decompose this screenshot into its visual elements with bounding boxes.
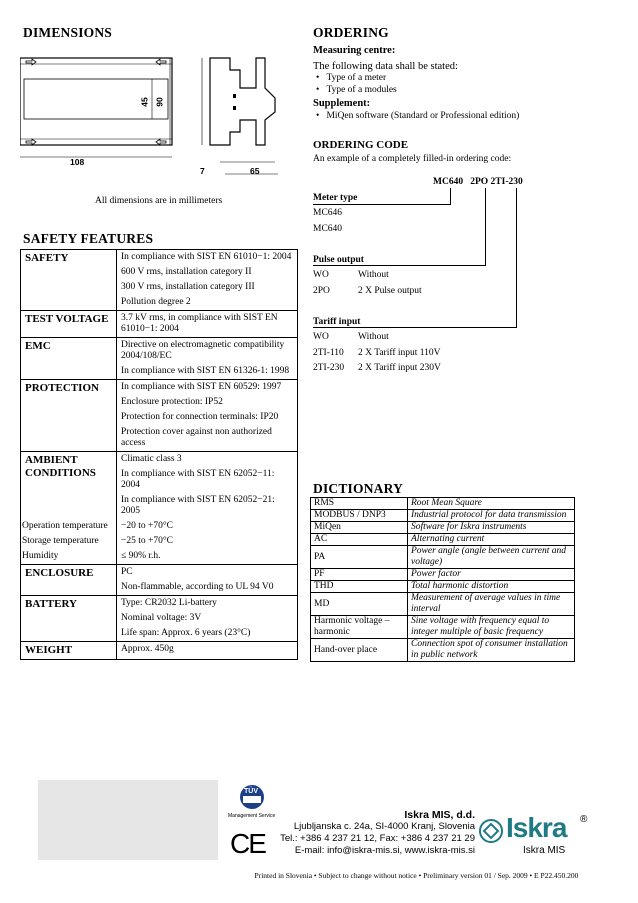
dimensions-title: DIMENSIONS <box>23 25 113 40</box>
safety-line <box>117 265 297 280</box>
dictionary-row <box>311 616 575 639</box>
dictionary-term: Harmonic voltage – harmonic <box>311 616 408 639</box>
supplement-item-1: • MiQen software (Standard or Professional edition) <box>316 111 520 121</box>
safety-row <box>21 641 297 659</box>
safety-line <box>117 452 297 467</box>
safety-value: In compliance with SIST EN 61326-1: 1998 <box>121 366 290 376</box>
dictionary-row <box>311 593 575 616</box>
company-contact <box>280 809 475 857</box>
dictionary-definition: Software for Iskra instruments <box>408 522 575 534</box>
iskra-registered-mark: ® <box>580 814 588 825</box>
dictionary-definition: Sine voltage with frequency equal to integer multiple of basic frequency <box>408 616 575 639</box>
safety-line <box>117 493 297 519</box>
dimensions-note: All dimensions are in millimeters <box>95 196 223 206</box>
dictionary-definition: Power factor <box>408 569 575 581</box>
safety-value: 3.7 kV rms, in compliance with SIST EN 61010−1: 2004 <box>121 313 278 334</box>
safety-line <box>117 580 297 595</box>
safety-value: Nominal voltage: 3V <box>121 613 202 623</box>
safety-value: Directive on electromagnetic compatibility 2004/108/EC <box>121 340 285 361</box>
measuring-centre-label: Measuring centre: <box>313 45 396 56</box>
safety-value: Pollution degree 2 <box>121 297 191 307</box>
safety-category: AMBIENT CONDITIONS <box>25 454 96 479</box>
tuv-logo-text: TÜV <box>244 788 258 795</box>
supplement-title: Supplement: <box>313 98 371 109</box>
safety-row <box>21 250 297 310</box>
safety-line <box>117 410 297 425</box>
safety-line <box>117 311 297 337</box>
tariff-input-desc: Without <box>358 332 389 342</box>
safety-line <box>22 549 297 564</box>
safety-value: Protection cover against non authorized access <box>121 427 272 448</box>
safety-value: 300 V rms, installation category III <box>121 282 255 292</box>
safety-sub-label: Storage temperature <box>22 536 99 546</box>
safety-line <box>117 250 297 265</box>
tuv-subtitle: Management Service <box>228 813 276 819</box>
iskra-logo-icon <box>478 818 504 844</box>
meter-type-option: MC646 <box>313 208 343 218</box>
safety-line <box>117 425 297 451</box>
dictionary-row <box>311 510 575 522</box>
ordering-code-title: ORDERING CODE <box>313 139 409 151</box>
dictionary-row <box>311 498 575 510</box>
dictionary-term: Hand-over place <box>311 639 408 662</box>
pulse-output-code: 2PO <box>313 286 330 296</box>
safety-values <box>116 250 297 310</box>
safety-line <box>117 280 297 295</box>
dictionary-term: THD <box>311 581 408 593</box>
ordering-item-1: • Type of a meter <box>316 73 387 83</box>
safety-values <box>116 311 297 337</box>
company-address: Ljubljanska c. 24a, SI-4000 Kranj, Slovenia <box>293 821 475 832</box>
iskra-logo-text: Iskra <box>506 812 567 843</box>
safety-values <box>116 380 297 451</box>
company-name: Iskra MIS, d.d. <box>404 809 475 821</box>
safety-line <box>117 380 297 395</box>
safety-value: Type: CR2032 Li-battery <box>121 598 217 608</box>
safety-line <box>117 565 297 580</box>
safety-value: −20 to +70°C <box>121 521 173 531</box>
safety-value: Protection for connection terminals: IP20 <box>121 412 279 422</box>
meter-type-title: Meter type <box>313 193 358 203</box>
pulse-output-desc: Without <box>358 270 389 280</box>
dictionary-term: MODBUS / DNP3 <box>311 510 408 522</box>
safety-value: Approx. 450g <box>121 644 174 654</box>
dim-label-7: 7 <box>200 166 205 176</box>
safety-line <box>117 642 297 657</box>
ordering-example: MC640 2PO 2TI-230 <box>433 177 523 187</box>
safety-category: WEIGHT <box>25 644 73 656</box>
safety-row <box>21 310 297 337</box>
footer-gray-panel <box>38 780 218 860</box>
tariff-input-title: Tariff input <box>313 317 361 327</box>
safety-line <box>117 364 297 379</box>
safety-row <box>21 451 297 564</box>
pulse-output-title: Pulse output <box>313 255 364 265</box>
ordering-title: ORDERING <box>313 25 389 40</box>
iskra-logo-subtitle: Iskra MIS <box>523 845 566 856</box>
dictionary-row <box>311 546 575 569</box>
safety-line <box>117 467 297 493</box>
safety-line <box>117 295 297 310</box>
dictionary-row <box>311 534 575 546</box>
safety-value: Non-flammable, according to UL 94 V0 <box>121 582 274 592</box>
dictionary-definition: Power angle (angle between current and voltage) <box>408 546 575 569</box>
dim-label-65: 65 <box>250 166 260 176</box>
dictionary-term: PF <box>311 569 408 581</box>
pulse-output-desc: 2 X Pulse output <box>358 286 422 296</box>
tariff-input-desc: 2 X Tariff input 230V <box>358 363 441 373</box>
safety-line <box>22 519 297 534</box>
safety-value: PC <box>121 567 133 577</box>
safety-title: SAFETY FEATURES <box>23 231 154 246</box>
safety-value: Life span: Approx. 6 years (23°C) <box>121 628 251 638</box>
safety-values <box>116 338 297 379</box>
dictionary-definition: Root Mean Square <box>408 498 575 510</box>
dictionary-row <box>311 639 575 662</box>
dictionary-title: DICTIONARY <box>313 481 404 496</box>
safety-row <box>21 337 297 379</box>
dictionary-term: AC <box>311 534 408 546</box>
dictionary-row <box>311 522 575 534</box>
safety-category: TEST VOLTAGE <box>25 313 109 325</box>
safety-values <box>116 565 297 595</box>
dictionary-definition: Total harmonic distortion <box>408 581 575 593</box>
safety-row <box>21 379 297 451</box>
safety-value: In compliance with SIST EN 61010−1: 2004 <box>121 252 292 262</box>
safety-value: Climatic class 3 <box>121 454 182 464</box>
dictionary-table <box>310 497 575 662</box>
tariff-input-code: 2TI-230 <box>313 363 345 373</box>
tariff-input-code: WO <box>313 332 329 342</box>
safety-value: 600 V rms, installation category II <box>121 267 252 277</box>
safety-sub-label: Operation temperature <box>22 521 108 531</box>
safety-value: −25 to +70°C <box>121 536 173 546</box>
safety-value: In compliance with SIST EN 62052−21: 2005 <box>121 495 275 516</box>
dictionary-term: RMS <box>311 498 408 510</box>
dictionary-term: MD <box>311 593 408 616</box>
safety-category: SAFETY <box>25 252 69 264</box>
dictionary-definition: Alternating current <box>408 534 575 546</box>
dim-label-90: 90 <box>154 97 165 107</box>
safety-category: ENCLOSURE <box>25 567 94 579</box>
safety-values <box>116 642 297 659</box>
safety-value: ≤ 90% r.h. <box>121 551 161 561</box>
dimensions-drawing <box>20 50 280 185</box>
safety-line <box>117 338 297 364</box>
company-email: E-mail: info@iskra-mis.si, www.iskra-mis.si <box>294 845 475 856</box>
ordering-item-2: • Type of a modules <box>316 85 397 95</box>
safety-category: BATTERY <box>25 598 77 610</box>
ce-mark-icon: CE <box>230 828 265 859</box>
safety-line <box>117 596 297 611</box>
safety-line <box>117 395 297 410</box>
safety-sub-label: Humidity <box>22 551 59 561</box>
dim-label-45: 45 <box>139 97 150 107</box>
safety-value: In compliance with SIST EN 62052−11: 2004 <box>121 469 275 490</box>
safety-line <box>117 626 297 641</box>
dictionary-definition: Measurement of average values in time interval <box>408 593 575 616</box>
dictionary-row <box>311 569 575 581</box>
ordering-code-intro: An example of a completely filled-in ordering code: <box>313 154 512 164</box>
safety-category: PROTECTION <box>25 382 99 394</box>
dictionary-term: MiQen <box>311 522 408 534</box>
safety-line <box>22 534 297 549</box>
safety-row <box>21 595 297 641</box>
safety-value: Enclosure protection: IP52 <box>121 397 223 407</box>
tariff-input-desc: 2 X Tariff input 110V <box>358 348 441 358</box>
printed-note: Printed in Slovenia • Subject to change without notice • Preliminary version 01 / Sep. 2009 • E P22.450.200 <box>254 871 579 880</box>
company-tel: Tel.: +386 4 237 21 12, Fax: +386 4 237 21 29 <box>280 833 475 844</box>
dictionary-term: PA <box>311 546 408 569</box>
safety-row <box>21 564 297 595</box>
dictionary-row <box>311 581 575 593</box>
dictionary-definition: Connection spot of consumer installation in public network <box>408 639 575 662</box>
dictionary-definition: Industrial protocol for data transmission <box>408 510 575 522</box>
dim-label-108: 108 <box>70 157 85 167</box>
safety-table <box>20 249 298 660</box>
safety-value: In compliance with SIST EN 60529: 1997 <box>121 382 282 392</box>
tariff-input-code: 2TI-110 <box>313 348 344 358</box>
safety-line <box>117 611 297 626</box>
safety-values <box>116 596 297 641</box>
pulse-output-code: WO <box>313 270 329 280</box>
meter-type-option: MC640 <box>313 224 343 234</box>
safety-category: EMC <box>25 340 51 352</box>
ordering-intro: The following data shall be stated: <box>313 61 458 72</box>
